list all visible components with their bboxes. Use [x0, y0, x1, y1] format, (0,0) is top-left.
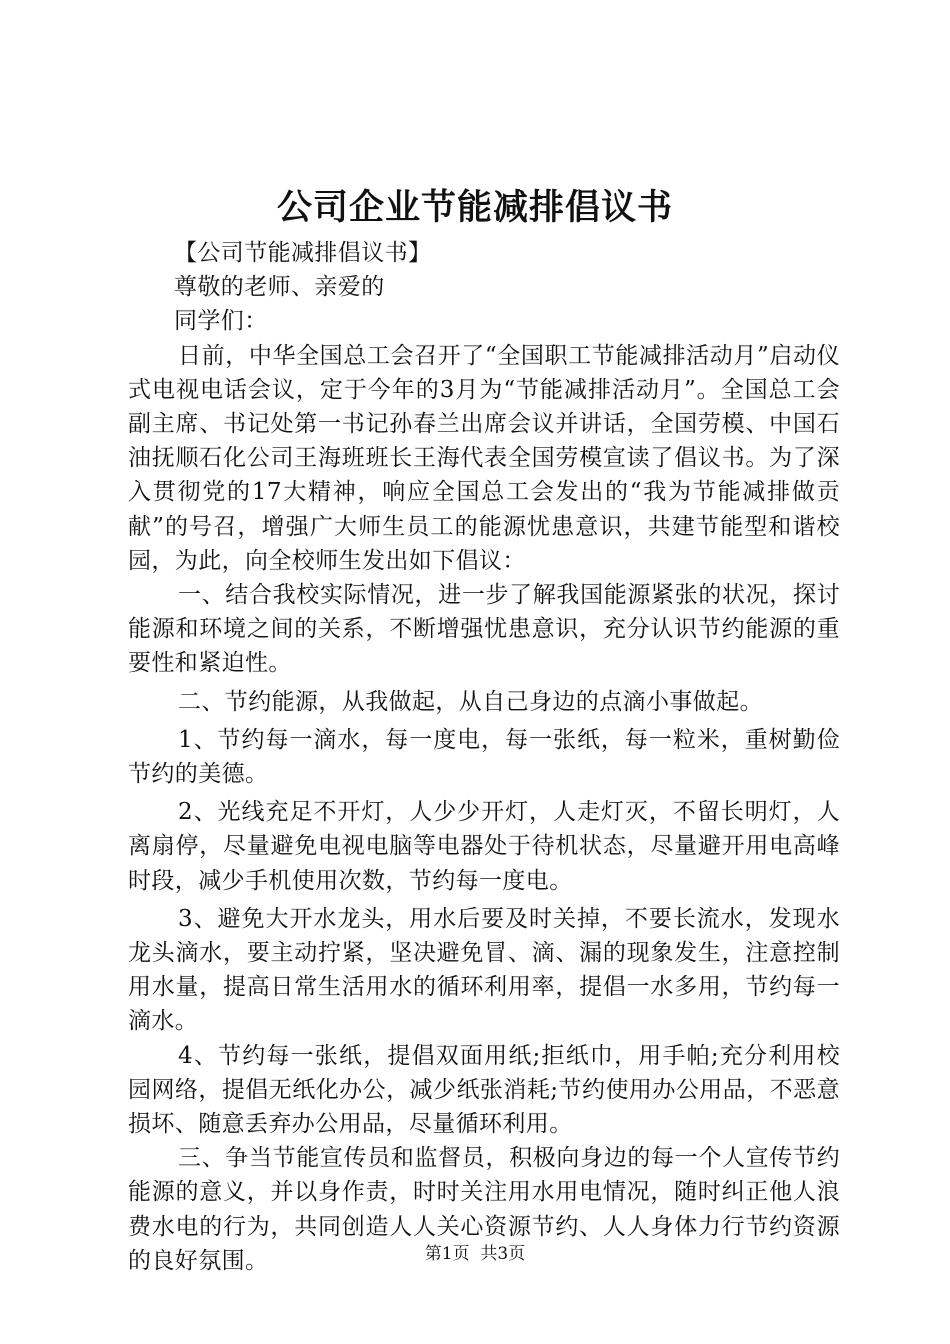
page-footer: [0, 1242, 950, 1266]
paragraph-salutation: 尊敬的老师、亲爱的: [174, 274, 385, 301]
paragraph-sub-3: 3、避免大开水龙头，用水后要及时关掉，不要长流水，发现水龙头滴水，要主动拧紧，坚决避免冒、滴、漏的现象发生，注意控制用水量，提高日常生活用水的循环利用率，提倡一水多用，节约每一滴水。: [128, 905, 840, 1035]
paragraph-intro: 日前，中华全国总工会召开了“全国职工节能减排活动月”启动仪式电视电话会议，定于今年的3月为“节能减排活动月”。全国总工会副主席、书记处第一书记孙春兰出席会议并讲话，全国劳模、中国石油抚顺石化公司王海班班长王海代表全国劳模宣读了倡议书。为了深入贯彻党的17大精神，响应全国总工会发出的“我为节能减排做贡献”的号召，增强广大师生员工的能源忧患意识，共建节能型和谐校园，为此，向全校师生发出如下倡议：: [128, 342, 840, 574]
paragraph-item-1: 一、结合我校实际情况，进一步了解我国能源紧张的状况，探讨能源和环境之间的关系，不断增强忧患意识，充分认识节约能源的重要性和紧迫性。: [128, 582, 840, 677]
document-title: 公司企业节能减排倡议书: [276, 187, 673, 228]
paragraph-heading: 【公司节能减排倡议书】: [174, 240, 432, 266]
paragraph-sub-2: 2、光线充足不开灯，人少少开灯，人走灯灭，不留长明灯，人离扇停，尽量避免电视电脑等电器处于待机状态，尽量避开用电高峰时段，减少手机使用次数，节约每一度电。: [128, 799, 840, 894]
paragraph-sub-1: 1、节约每一滴水，每一度电，每一张纸，每一粒米，重树勤俭节约的美德。: [128, 726, 840, 788]
paragraph-sub-4: 4、节约每一张纸，提倡双面用纸;拒纸巾，用手帕;充分利用校园网络，提倡无纸化办公，减少纸张消耗;节约使用办公用品，不恶意损坏、随意丢弃办公用品，尽量循环利用。: [128, 1042, 840, 1138]
document-body: [128, 236, 840, 1278]
page-total: 共3页: [480, 1244, 526, 1264]
paragraph-salutation-2: 同学们：: [174, 308, 268, 335]
paragraph-item-2: 二、节约能源，从我做起，从自己身边的点滴小事做起。: [178, 688, 763, 715]
paragraph-item-3: 三、争当节能宣传员和监督员，积极向身边的每一个人宣传节约能源的意义，并以身作责，时时关注用水用电情况，随时纠正他人浪费水电的行为，共同创造人人关心资源节约、人人身体力行节约资源的良好氛围。: [128, 1145, 840, 1274]
page-number: 第1页: [424, 1244, 470, 1264]
